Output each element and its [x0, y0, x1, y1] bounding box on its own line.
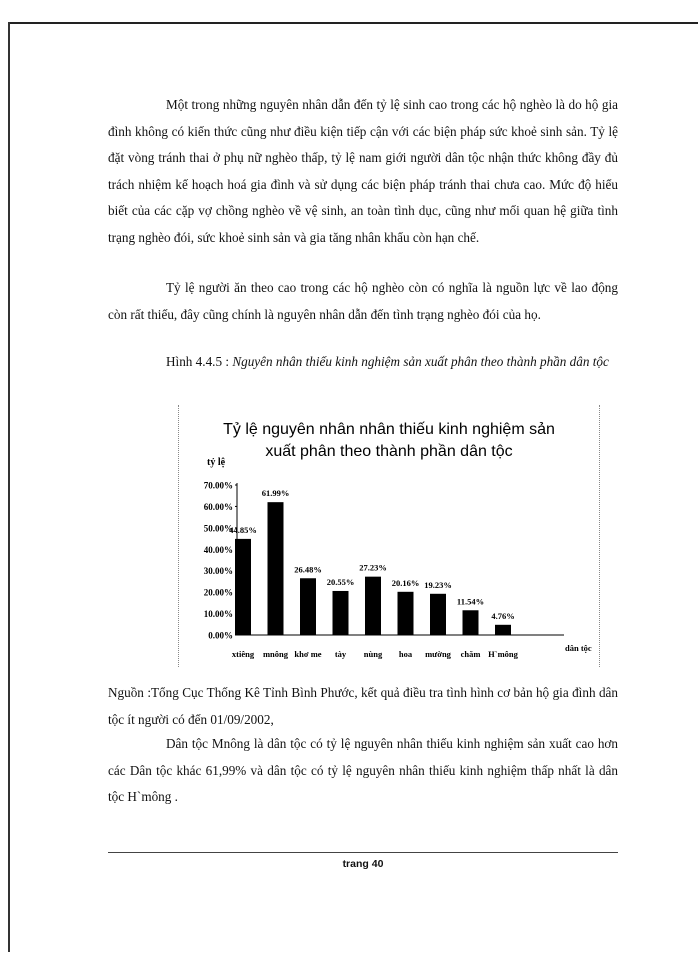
bar-1	[235, 539, 251, 635]
page-left-border	[8, 22, 10, 952]
y-tick-label: 20.00%	[203, 587, 233, 598]
y-tick-label: 10.00%	[203, 609, 233, 620]
x-tick-label: tày	[334, 649, 347, 659]
figure-caption	[108, 349, 618, 376]
figure-caption-title: Nguyên nhân thiếu kinh nghiệm sản xuất phân theo thành phần dân tộc	[232, 354, 609, 369]
x-tick-label: mnông	[262, 649, 289, 659]
data-label: 44.85%	[229, 524, 257, 535]
footer-divider	[108, 852, 618, 853]
bar-6	[398, 592, 414, 635]
bar-8	[463, 610, 479, 635]
x-tick-label: khơ me	[294, 649, 322, 659]
data-label: 20.55%	[326, 576, 355, 587]
chart-title-line-1: Tỷ lệ nguyên nhân nhân thiếu kinh nghiệm sản	[223, 421, 555, 438]
x-tick-label: H`mông	[488, 649, 518, 659]
x-tick-label: hoa	[398, 649, 413, 659]
y-axis-label: tỷ lệ	[207, 457, 226, 468]
data-label: 19.23%	[424, 579, 452, 590]
y-tick-label: 60.00%	[203, 501, 233, 512]
y-tick-label: 70.00%	[203, 480, 233, 491]
page-number: trang 40	[342, 858, 384, 870]
bar-9	[495, 625, 511, 635]
data-label: 4.76%	[491, 610, 515, 621]
source-note: Nguồn :Tổng Cục Thống Kê Tỉnh Bình Phước, kết quả điều tra tình hình cơ bản hộ gia đình dân tộc ít người có đến 01/09/2002,	[108, 685, 618, 727]
page-top-border	[8, 22, 698, 24]
figure-caption-label: Hình 4.4.5 :	[166, 354, 233, 369]
bar-2	[268, 502, 284, 635]
x-tick-label: mường	[425, 649, 451, 659]
y-tick-label: 0.00%	[208, 630, 233, 641]
bar-3	[300, 578, 316, 635]
y-tick-label: 40.00%	[203, 544, 233, 555]
x-tick-label: nùng	[363, 649, 383, 659]
x-axis-label: dân tộc	[565, 643, 592, 653]
bar-7	[430, 594, 446, 635]
bar-4	[333, 591, 349, 635]
x-tick-label: chăm	[460, 649, 481, 659]
body-paragraph-1: Một trong những nguyên nhân dẫn đến tỷ lệ sinh cao trong các hộ nghèo là do hộ gia đình không có kiến thức cũng như điều kiện tiếp cận với các biện pháp sức khoẻ sinh sản. Tỷ lệ đặt vòng tránh thai ở phụ nữ nghèo thấp, tỷ lệ nam giới người dân tộc nhận thức không đầy đủ trách nhiệm kế hoạch hoá gia đình và sử dụng các biện pháp tránh thai chưa cao. Mức độ hiểu biết của các cặp vợ chồng nghèo về vệ sinh, an toàn tình dục, cũng như mối quan hệ giữa tình trạng nghèo đói, sức khoẻ sinh sản và gia tăng nhân khẩu còn hạn chế.	[108, 97, 618, 245]
data-label: 61.99%	[261, 488, 290, 499]
data-label: 20.16%	[391, 577, 420, 588]
data-label: 27.23%	[359, 562, 387, 573]
bar-5	[365, 577, 381, 635]
bar-chart-frame	[178, 405, 600, 667]
body-paragraph-3: Dân tộc Mnông là dân tộc có tỷ lệ nguyên nhân thiếu kinh nghiệm sản xuất cao hơn các Dân tộc khác 61,99% và dân tộc có tỷ lệ nguyên nhân thiếu kinh nghiệm thấp nhất là dân tộc H`mông .	[108, 736, 618, 805]
body-paragraph-2: Tỷ lệ người ăn theo cao trong các hộ nghèo còn có nghĩa là nguồn lực về lao động còn rất thiếu, đây cũng chính là nguyên nhân dẫn đến tình trạng nghèo đói của họ.	[108, 280, 618, 322]
data-label: 11.54%	[456, 596, 485, 607]
data-label: 26.48%	[294, 564, 322, 575]
y-tick-label: 30.00%	[203, 566, 233, 577]
x-tick-label: xtiêng	[231, 649, 255, 659]
bar-chart	[179, 405, 599, 667]
chart-title-line-2: xuất phân theo thành phần dân tộc	[265, 443, 513, 460]
y-tick-label: 50.00%	[203, 523, 233, 534]
